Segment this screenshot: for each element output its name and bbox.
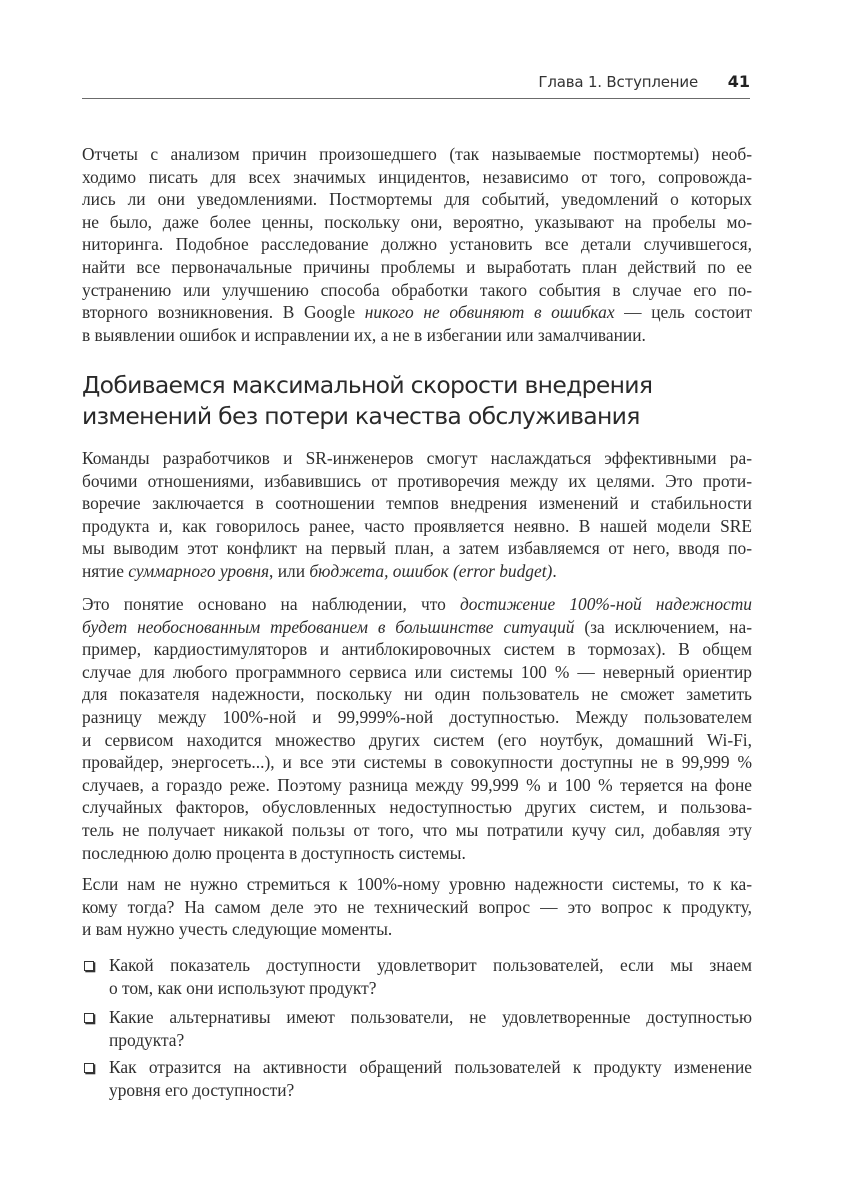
text-line — [82, 560, 752, 583]
text-line: ниторинга. Подобное расследование должно установить все детали случившегося, — [82, 234, 752, 255]
paragraph-question — [82, 873, 752, 941]
text-line: бочими отношениями, избавившись от противоречия между их целями. Это проти- — [82, 470, 752, 491]
text-run: — цель состоит — [614, 302, 753, 323]
emphasis: бюджета, ошибок (error budget) — [309, 560, 553, 581]
emphasis: будет необоснованным требованием в большинстве ситуаций — [82, 616, 575, 637]
chapter-title: Глава 1. Вступление — [538, 73, 698, 91]
text-line: Команды разработчиков и SR-инженеров смогут наслаждаться эффективными ра- — [82, 448, 752, 468]
text-line: устранению или улучшению способа обработки такого события в случае его по- — [82, 279, 752, 300]
text-line: случайных факторов, обусловленных недоступностью других систем, и пользова- — [82, 797, 752, 818]
checkbox-bullet-icon — [84, 1013, 94, 1023]
text-line: и сервисом находится множество других систем (его ноутбук, домашний Wi-Fi, — [82, 729, 752, 750]
text-line — [82, 616, 752, 639]
text-line: и вам нужно учесть следующие моменты. — [82, 919, 393, 940]
text-line: в выявлении ошибок и исправлении их, а не в избегании или замалчивании. — [82, 324, 646, 345]
text-line: тель не получает никакой пользы от того, что мы потратили кучу сил, добавляя эту — [82, 819, 752, 840]
text-line: найти все первоначальные причины проблемы и выработать план действий по ее — [82, 256, 752, 277]
text-line: случаев, а гораздо реже. Поэтому разница между 99,999 % и 100 % теряется на фоне — [82, 774, 752, 795]
text-line: воречие заключается в соотношении темпов внедрения изменений и стабильности — [82, 493, 752, 514]
text-line — [82, 593, 752, 616]
checkbox-bullet-icon — [84, 961, 94, 971]
paragraph-teams — [82, 447, 752, 583]
text-line: уровня его доступности? — [109, 1079, 295, 1100]
text-line: кому тогда? На самом деле это не технический вопрос — это вопрос к продукту, — [82, 896, 752, 917]
text-line: Отчеты с анализом причин произошедшего (так называемые постмортемы) необ- — [82, 144, 752, 164]
emphasis: суммарного уровня — [128, 560, 270, 581]
text-line: последнюю долю процента в доступность системы. — [82, 842, 466, 863]
text-line: о том, как они используют продукт? — [109, 977, 377, 998]
text-line: ходимо писать для всех значимых инцидентов, независимо от того, сопровожда- — [82, 166, 752, 187]
text-line: мы выводим этот конфликт на первый план, а затем избавляемся от него, вводя по- — [82, 538, 752, 559]
text-line: случае для любого программного сервиса или системы 100 % — неверный ориентир — [82, 661, 752, 682]
emphasis: никого не обвиняют в ошибках — [364, 302, 615, 323]
bullet-text — [109, 1006, 752, 1051]
heading-line: Добиваемся максимальной скорости внедрения — [82, 371, 653, 399]
text-line: разницу между 100%-ной и 99,999%-ной доступностью. Между пользователем — [82, 706, 752, 727]
checkbox-bullet-icon — [84, 1063, 94, 1073]
text-line: не было, даже более ценны, поскольку они, вероятно, указывают на пробелы мо- — [82, 211, 752, 232]
text-line: Какой показатель доступности удовлетворит пользователей, если мы знаем — [109, 955, 752, 975]
text-line: Какие альтернативы имеют пользователи, не удовлетворенные доступностью — [109, 1007, 752, 1027]
text-run: . — [552, 560, 557, 581]
text-run: вторного возникновения. В Google — [82, 302, 365, 323]
paragraph-reliability — [82, 593, 752, 864]
section-heading — [82, 370, 762, 432]
text-line: Если нам не нужно стремиться к 100%-ному уровню надежности системы, то к ка- — [82, 874, 752, 894]
text-line — [82, 301, 752, 324]
text-run: , или — [269, 560, 310, 581]
text-run: нятие — [82, 560, 129, 581]
emphasis: достижение 100%-ной надежности — [460, 594, 752, 614]
text-run: Это понятие основано на наблюдении, что — [82, 594, 460, 614]
text-line: продукта и, как говорилось ранее, часто проявляется неявно. В нашей модели SRE — [82, 515, 752, 536]
text-line: провайдер, энергосеть...), и все эти системы в совокупности доступны не в 99,999 % — [82, 752, 752, 773]
paragraph-postmortems — [82, 143, 752, 346]
page-number: 41 — [727, 72, 750, 91]
bullet-text — [109, 954, 752, 999]
text-run: (за исключением, на- — [574, 616, 752, 637]
running-header — [82, 70, 750, 99]
text-line: продукта? — [109, 1029, 185, 1050]
bullet-text — [109, 1056, 752, 1101]
heading-line: изменений без потери качества обслуживания — [82, 402, 640, 430]
text-line: лись ли они уведомлениями. Постмортемы для событий, уведомлений о которых — [82, 189, 752, 210]
text-line: пример, кардиостимуляторов и антиблокировочных систем в тормозах). В общем — [82, 639, 752, 660]
text-line: для показателя надежности, поскольку ни один пользователь не сможет заметить — [82, 684, 752, 705]
text-line: Как отразится на активности обращений пользователей к продукту изменение — [109, 1057, 752, 1077]
